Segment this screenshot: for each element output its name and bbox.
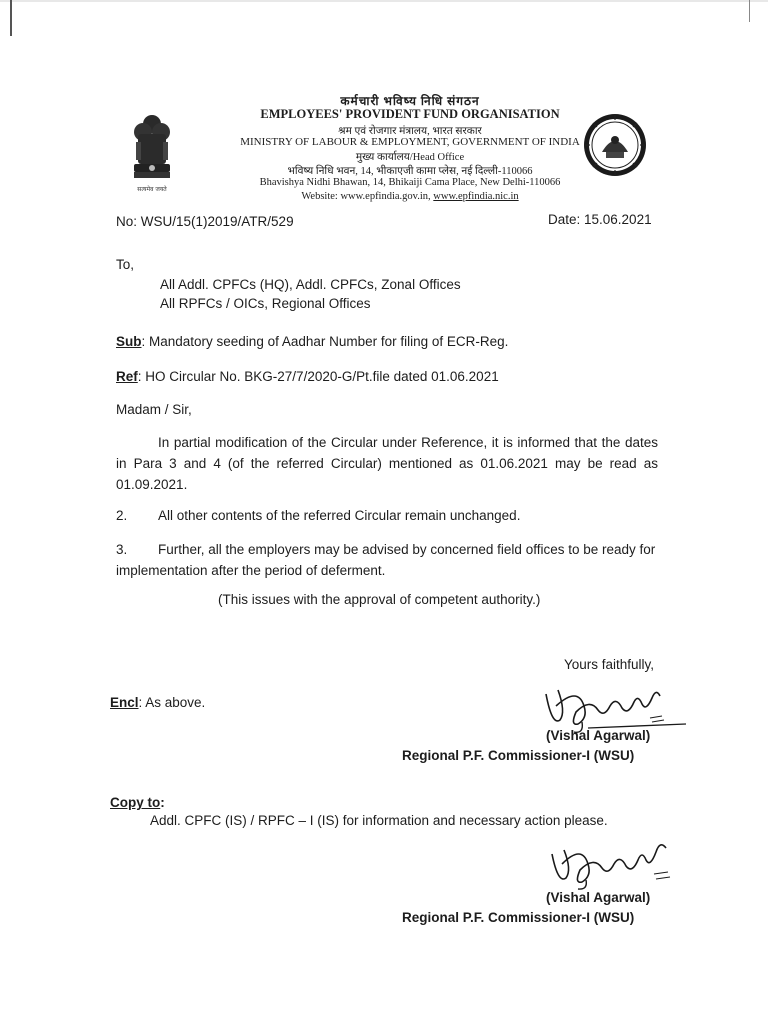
- letterhead-hindi-ministry: श्रम एवं रोजगार मंत्रालय, भारत सरकार: [338, 126, 482, 137]
- subject-line: [116, 334, 508, 349]
- letterhead-hindi-address: भविष्य निधि भवन, 14, भीकाएजी कामा प्लेस, नई दिल्ली-110066: [287, 166, 533, 177]
- enclosure-label: Encl: [110, 695, 139, 710]
- copy-to-text: Addl. CPFC (IS) / RPFC – I (IS) for information and necessary action please.: [150, 813, 608, 828]
- website-prefix: Website: www.epfindia.gov.in,: [301, 191, 434, 202]
- paragraph-2: [116, 508, 658, 523]
- letterhead-hindi-office: मुख्य कार्यालय/Head Office: [355, 152, 465, 163]
- paragraph-3-number: 3.: [116, 542, 128, 557]
- signature-2-icon: [546, 832, 686, 892]
- signatory-2-designation: Regional P.F. Commissioner-I (WSU): [402, 910, 635, 925]
- enclosure-text: : As above.: [138, 695, 206, 710]
- paragraph-2-number: 2.: [116, 508, 128, 523]
- paragraph-3-text: Further, all the employers may be advised by concerned field offices to be ready for implementation after the period of deferment.: [116, 542, 656, 578]
- signatory-1-name: (Vishal Agarwal): [546, 728, 651, 743]
- website-link[interactable]: www.epfindia.nic.in: [433, 191, 519, 202]
- subject-label: Sub: [116, 334, 142, 349]
- copy-to-heading: [110, 795, 165, 810]
- scan-edge-top: [0, 0, 768, 2]
- signatory-2-name: (Vishal Agarwal): [546, 890, 651, 905]
- letterhead-address: Bhavishya Nidhi Bhawan, 14, Bhikaiji Cama Place, New Delhi-110066: [259, 177, 561, 188]
- letterhead-hindi-title: कर्मचारी भविष्य निधि संगठन: [340, 94, 480, 108]
- reference-line: [116, 369, 499, 384]
- addressee-line-1: All Addl. CPFCs (HQ), Addl. CPFCs, Zonal Offices: [160, 277, 461, 292]
- letterhead-website: [150, 191, 670, 202]
- emblem-motto: सत्यमेव जयते: [137, 186, 167, 193]
- copy-to-label: Copy to: [110, 795, 161, 810]
- addressee-line-2: All RPFCs / OICs, Regional Offices: [160, 296, 371, 311]
- reference-label: Ref: [116, 369, 138, 384]
- reference-number: No: WSU/15(1)2019/ATR/529: [116, 214, 294, 229]
- salutation: Madam / Sir,: [116, 402, 192, 417]
- closing: Yours faithfully,: [564, 657, 655, 672]
- paragraph-2-text: All other contents of the referred Circular remain unchanged.: [158, 508, 521, 523]
- subject-text: : Mandatory seeding of Aadhar Number for filing of ECR-Reg.: [141, 334, 509, 349]
- scan-edge-right: [749, 0, 750, 22]
- paragraph-1: In partial modification of the Circular under Reference, it is informed that the dates in Para 3 and 4 (of the referred Circular) mentioned as 01.06.2021 may be read as 01.09.2021.: [116, 435, 658, 492]
- approval-note: (This issues with the approval of competent authority.): [218, 592, 541, 607]
- letterhead-org-name: EMPLOYEES' PROVIDENT FUND ORGANISATION: [260, 107, 560, 121]
- scan-edge-left: [10, 0, 12, 36]
- reference-text: : HO Circular No. BKG-27/7/2020-G/Pt.file dated 01.06.2021: [137, 369, 499, 384]
- letter-date: Date: 15.06.2021: [548, 212, 652, 227]
- copy-to-colon: :: [160, 795, 165, 810]
- signatory-1-designation: Regional P.F. Commissioner-I (WSU): [402, 748, 635, 763]
- paragraph-3: [116, 539, 658, 581]
- enclosure-line: [110, 695, 205, 710]
- addressee-to: To,: [116, 257, 135, 272]
- letterhead-ministry: MINISTRY OF LABOUR & EMPLOYMENT, GOVERNMENT OF INDIA: [240, 136, 580, 148]
